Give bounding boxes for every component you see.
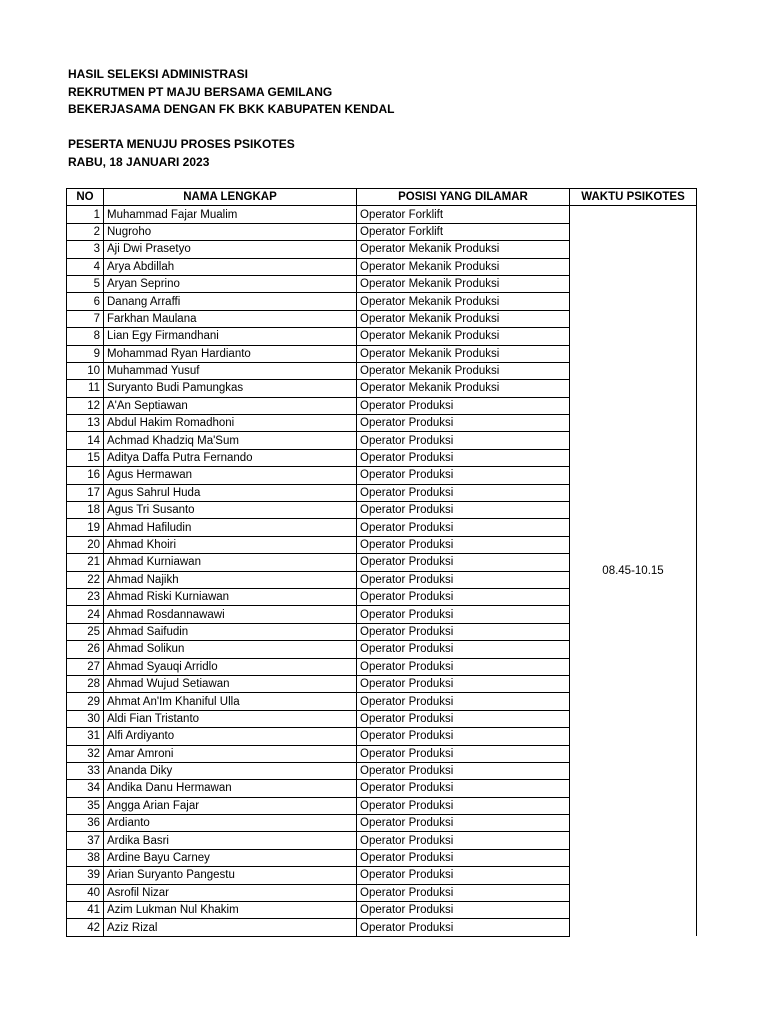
row-number: 8	[67, 328, 104, 345]
row-name: Aji Dwi Prasetyo	[104, 241, 357, 258]
row-number: 23	[67, 588, 104, 605]
row-name: Ahmad Riski Kurniawan	[104, 588, 357, 605]
row-number: 37	[67, 832, 104, 849]
row-number: 1	[67, 206, 104, 223]
row-name: Ahmad Kurniawan	[104, 554, 357, 571]
row-name: Ahmad Hafiludin	[104, 519, 357, 536]
row-position: Operator Produksi	[357, 415, 570, 432]
header-title: HASIL SELEKSI ADMINISTRASI	[68, 67, 249, 81]
header-date: RABU, 18 JANUARI 2023	[68, 154, 210, 169]
row-name: Agus Sahrul Huda	[104, 484, 357, 501]
header-partner: BEKERJASAMA DENGAN FK BKK KABUPATEN KENDAL	[68, 102, 395, 116]
document-header	[68, 66, 394, 171]
row-name: Ahmad Solikun	[104, 641, 357, 658]
row-number: 25	[67, 623, 104, 640]
row-position: Operator Mekanik Produksi	[357, 380, 570, 397]
row-number: 10	[67, 362, 104, 379]
row-number: 24	[67, 606, 104, 623]
row-name: Ahmad Khoiri	[104, 536, 357, 553]
row-number: 7	[67, 310, 104, 327]
row-position: Operator Produksi	[357, 606, 570, 623]
row-position: Operator Produksi	[357, 867, 570, 884]
row-position: Operator Produksi	[357, 675, 570, 692]
row-number: 2	[67, 223, 104, 240]
row-number: 31	[67, 728, 104, 745]
row-name: Azim Lukman Nul Khakim	[104, 902, 357, 919]
row-name: Aldi Fian Tristanto	[104, 710, 357, 727]
row-position: Operator Produksi	[357, 641, 570, 658]
row-name: Muhammad Yusuf	[104, 362, 357, 379]
row-number: 6	[67, 293, 104, 310]
row-name: Arian Suryanto Pangestu	[104, 867, 357, 884]
row-name: Alfi Ardiyanto	[104, 728, 357, 745]
row-name: Ahmad Syauqi Arridlo	[104, 658, 357, 675]
row-name: Farkhan Maulana	[104, 310, 357, 327]
psikotes-time: 08.45-10.15	[570, 206, 697, 936]
row-name: Ardine Bayu Carney	[104, 849, 357, 866]
row-position: Operator Produksi	[357, 849, 570, 866]
row-name: Agus Tri Susanto	[104, 502, 357, 519]
row-position: Operator Produksi	[357, 658, 570, 675]
row-name: Mohammad Ryan Hardianto	[104, 345, 357, 362]
row-number: 41	[67, 902, 104, 919]
row-number: 13	[67, 415, 104, 432]
row-position: Operator Produksi	[357, 432, 570, 449]
table-row	[67, 206, 697, 223]
row-number: 16	[67, 467, 104, 484]
row-name: Ardika Basri	[104, 832, 357, 849]
row-name: Ananda Diky	[104, 762, 357, 779]
row-position: Operator Mekanik Produksi	[357, 275, 570, 292]
row-number: 11	[67, 380, 104, 397]
row-position: Operator Produksi	[357, 519, 570, 536]
row-name: Ardianto	[104, 815, 357, 832]
row-number: 20	[67, 536, 104, 553]
row-position: Operator Produksi	[357, 902, 570, 919]
row-position: Operator Produksi	[357, 588, 570, 605]
row-position: Operator Produksi	[357, 502, 570, 519]
row-name: Amar Amroni	[104, 745, 357, 762]
row-position: Operator Produksi	[357, 623, 570, 640]
row-number: 5	[67, 275, 104, 292]
row-position: Operator Forklift	[357, 223, 570, 240]
row-number: 34	[67, 780, 104, 797]
row-name: Angga Arian Fajar	[104, 797, 357, 814]
row-name: Danang Arraffi	[104, 293, 357, 310]
row-position: Operator Produksi	[357, 554, 570, 571]
row-number: 35	[67, 797, 104, 814]
header-position: POSISI YANG DILAMAR	[357, 189, 570, 206]
row-position: Operator Produksi	[357, 780, 570, 797]
row-name: Lian Egy Firmandhani	[104, 328, 357, 345]
header-subtitle: PESERTA MENUJU PROSES PSIKOTES	[68, 137, 295, 151]
row-position: Operator Produksi	[357, 815, 570, 832]
header-name: NAMA LENGKAP	[104, 189, 357, 206]
row-number: 38	[67, 849, 104, 866]
row-position: Operator Mekanik Produksi	[357, 310, 570, 327]
row-number: 28	[67, 675, 104, 692]
row-position: Operator Produksi	[357, 536, 570, 553]
row-name: Aziz Rizal	[104, 919, 357, 936]
row-position: Operator Produksi	[357, 797, 570, 814]
row-number: 39	[67, 867, 104, 884]
row-number: 29	[67, 693, 104, 710]
row-number: 12	[67, 397, 104, 414]
row-name: Asrofil Nizar	[104, 884, 357, 901]
row-position: Operator Produksi	[357, 397, 570, 414]
row-position: Operator Produksi	[357, 745, 570, 762]
row-position: Operator Produksi	[357, 467, 570, 484]
row-position: Operator Mekanik Produksi	[357, 241, 570, 258]
row-name: Ahmad Saifudin	[104, 623, 357, 640]
row-position: Operator Mekanik Produksi	[357, 293, 570, 310]
header-no: NO	[67, 189, 104, 206]
row-position: Operator Produksi	[357, 710, 570, 727]
row-position: Operator Mekanik Produksi	[357, 258, 570, 275]
row-number: 40	[67, 884, 104, 901]
row-name: Ahmad Wujud Setiawan	[104, 675, 357, 692]
row-number: 14	[67, 432, 104, 449]
row-position: Operator Produksi	[357, 449, 570, 466]
row-number: 15	[67, 449, 104, 466]
row-number: 33	[67, 762, 104, 779]
participants-table	[66, 188, 697, 937]
row-position: Operator Produksi	[357, 919, 570, 936]
row-name: Agus Hermawan	[104, 467, 357, 484]
row-number: 17	[67, 484, 104, 501]
row-position: Operator Produksi	[357, 571, 570, 588]
row-number: 4	[67, 258, 104, 275]
row-name: Ahmad Najikh	[104, 571, 357, 588]
row-position: Operator Mekanik Produksi	[357, 345, 570, 362]
row-name: Ahmat An'Im Khaniful Ulla	[104, 693, 357, 710]
row-name: Muhammad Fajar Mualim	[104, 206, 357, 223]
row-name: Suryanto Budi Pamungkas	[104, 380, 357, 397]
row-number: 3	[67, 241, 104, 258]
row-position: Operator Mekanik Produksi	[357, 362, 570, 379]
row-name: Ahmad Rosdannawawi	[104, 606, 357, 623]
row-position: Operator Mekanik Produksi	[357, 328, 570, 345]
row-name: Andika Danu Hermawan	[104, 780, 357, 797]
row-position: Operator Produksi	[357, 484, 570, 501]
row-name: Aryan Seprino	[104, 275, 357, 292]
row-number: 32	[67, 745, 104, 762]
row-position: Operator Produksi	[357, 884, 570, 901]
row-number: 27	[67, 658, 104, 675]
row-name: Nugroho	[104, 223, 357, 240]
row-name: A'An Septiawan	[104, 397, 357, 414]
header-time: WAKTU PSIKOTES	[570, 189, 697, 206]
table-header-row	[67, 189, 697, 206]
row-number: 9	[67, 345, 104, 362]
row-number: 36	[67, 815, 104, 832]
row-position: Operator Produksi	[357, 728, 570, 745]
row-position: Operator Produksi	[357, 762, 570, 779]
row-number: 19	[67, 519, 104, 536]
row-position: Operator Produksi	[357, 832, 570, 849]
row-name: Achmad Khadziq Ma'Sum	[104, 432, 357, 449]
row-name: Arya Abdillah	[104, 258, 357, 275]
row-position: Operator Produksi	[357, 693, 570, 710]
row-number: 30	[67, 710, 104, 727]
row-number: 18	[67, 502, 104, 519]
header-company: REKRUTMEN PT MAJU BERSAMA GEMILANG	[68, 84, 333, 99]
row-name: Abdul Hakim Romadhoni	[104, 415, 357, 432]
row-position: Operator Forklift	[357, 206, 570, 223]
row-name: Aditya Daffa Putra Fernando	[104, 449, 357, 466]
row-number: 26	[67, 641, 104, 658]
row-number: 42	[67, 919, 104, 936]
row-number: 21	[67, 554, 104, 571]
row-number: 22	[67, 571, 104, 588]
